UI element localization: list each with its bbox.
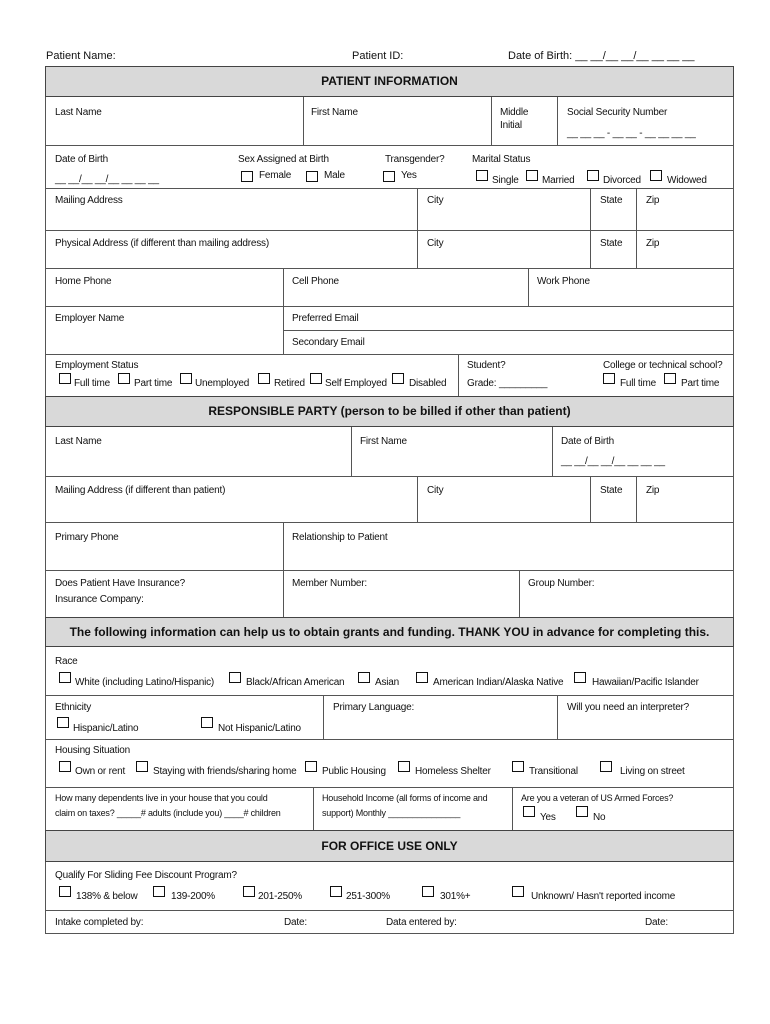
- first-name-label: First Name: [311, 107, 358, 118]
- race-hawaiian-checkbox[interactable]: [574, 672, 586, 683]
- dob-blank[interactable]: __ __/__ __/__ __ __ __: [55, 174, 159, 185]
- full-time-label: Full time: [74, 378, 110, 389]
- fee-unknown-checkbox[interactable]: [512, 886, 524, 897]
- race-white-checkbox[interactable]: [59, 672, 71, 683]
- veteran-label: Are you a veteran of US Armed Forces?: [521, 793, 674, 803]
- own-rent-label: Own or rent: [75, 766, 126, 777]
- ssn-label: Social Security Number: [567, 107, 668, 118]
- physical-city-label: City: [427, 238, 444, 249]
- not-hispanic-checkbox[interactable]: [201, 717, 213, 728]
- student-label: Student?: [467, 360, 506, 371]
- rp-mailing-label: Mailing Address (if different than patient): [55, 485, 226, 496]
- street-checkbox[interactable]: [600, 761, 612, 772]
- self-employed-checkbox[interactable]: [310, 373, 322, 384]
- primary-language-label: Primary Language:: [333, 702, 415, 713]
- group-number-label: Group Number:: [528, 578, 595, 589]
- fee-139-checkbox[interactable]: [153, 886, 165, 897]
- veteran-no-checkbox[interactable]: [576, 806, 588, 817]
- fee-251-label: 251-300%: [346, 891, 390, 902]
- qualify-label: Qualify For Sliding Fee Discount Program?: [55, 870, 237, 881]
- race-black-checkbox[interactable]: [229, 672, 241, 683]
- grade-field[interactable]: Grade: _________: [467, 378, 548, 389]
- married-label: Married: [542, 175, 575, 186]
- college-full-time-checkbox[interactable]: [603, 373, 615, 384]
- physical-zip-label: Zip: [646, 238, 660, 249]
- race-asian-checkbox[interactable]: [358, 672, 370, 683]
- transitional-checkbox[interactable]: [512, 761, 524, 772]
- entered-by-label: Data entered by:: [386, 917, 457, 928]
- zip-label: Zip: [646, 195, 660, 206]
- retired-label: Retired: [274, 378, 305, 389]
- single-label: Single: [492, 175, 519, 186]
- hispanic-label: Hispanic/Latino: [73, 723, 139, 734]
- intake-date-label: Date:: [284, 917, 307, 928]
- rp-city-label: City: [427, 485, 444, 496]
- widowed-label: Widowed: [667, 175, 707, 186]
- work-phone-label: Work Phone: [537, 276, 590, 287]
- middle-label: Middle: [500, 107, 529, 118]
- female-label: Female: [259, 170, 292, 181]
- rp-zip-label: Zip: [646, 485, 660, 496]
- interpreter-label: Will you need an interpreter?: [567, 702, 690, 713]
- dependents-label-2[interactable]: claim on taxes? _____# adults (include you) ____# children: [55, 808, 281, 818]
- marital-status-label: Marital Status: [472, 154, 531, 165]
- employment-status-label: Employment Status: [55, 360, 139, 371]
- dob-label: Date of Birth: [55, 154, 108, 165]
- homeless-checkbox[interactable]: [398, 761, 410, 772]
- fee-138-checkbox[interactable]: [59, 886, 71, 897]
- dob-header-label: Date of Birth: __ __/__ __/__ __ __ __: [508, 50, 695, 62]
- patient-information-header: PATIENT INFORMATION: [45, 66, 734, 97]
- divorced-checkbox[interactable]: [587, 170, 599, 181]
- race-black-label: Black/African American: [246, 677, 345, 688]
- insurance-question-label: Does Patient Have Insurance?: [55, 578, 186, 589]
- rp-primary-phone-label: Primary Phone: [55, 532, 119, 543]
- homeless-label: Homeless Shelter: [415, 766, 491, 777]
- rp-last-name-label: Last Name: [55, 436, 102, 447]
- rp-dob-label: Date of Birth: [561, 436, 614, 447]
- rp-relationship-label: Relationship to Patient: [292, 532, 388, 543]
- fee-139-label: 139-200%: [171, 891, 215, 902]
- entered-date-label: Date:: [645, 917, 668, 928]
- rp-dob-blank[interactable]: __ __/__ __/__ __ __ __: [561, 456, 665, 467]
- full-time-checkbox[interactable]: [59, 373, 71, 384]
- college-part-time-label: Part time: [681, 378, 720, 389]
- intake-label: Intake completed by:: [55, 917, 144, 928]
- self-employed-label: Self Employed: [325, 378, 387, 389]
- veteran-yes-label: Yes: [540, 812, 556, 823]
- ssn-blank[interactable]: __ __ __ - __ __ - __ __ __ __: [567, 128, 696, 139]
- fee-251-checkbox[interactable]: [330, 886, 342, 897]
- transgender-yes-checkbox[interactable]: [383, 171, 395, 182]
- transitional-label: Transitional: [529, 766, 578, 777]
- college-label: College or technical school?: [603, 360, 723, 371]
- patient-name-label: Patient Name:: [46, 50, 116, 62]
- race-white-label: White (including Latino/Hispanic): [75, 677, 215, 688]
- disabled-label: Disabled: [409, 378, 447, 389]
- transgender-yes-label: Yes: [401, 170, 417, 181]
- street-label: Living on street: [620, 766, 685, 777]
- race-amind-checkbox[interactable]: [416, 672, 428, 683]
- office-use-header: FOR OFFICE USE ONLY: [45, 830, 734, 862]
- patient-id-label: Patient ID:: [352, 50, 404, 62]
- staying-checkbox[interactable]: [136, 761, 148, 772]
- hispanic-checkbox[interactable]: [57, 717, 69, 728]
- veteran-yes-checkbox[interactable]: [523, 806, 535, 817]
- veteran-no-label: No: [593, 812, 606, 823]
- income-label-1: Household Income (all forms of income and: [322, 793, 488, 803]
- race-asian-label: Asian: [375, 677, 400, 688]
- own-rent-checkbox[interactable]: [59, 761, 71, 772]
- staying-label: Staying with friends/sharing home: [153, 766, 297, 777]
- male-label: Male: [324, 170, 345, 181]
- income-label-2[interactable]: support) Monthly _______________: [322, 808, 461, 818]
- retired-checkbox[interactable]: [258, 373, 270, 384]
- single-checkbox[interactable]: [476, 170, 488, 181]
- fee-201-checkbox[interactable]: [243, 886, 255, 897]
- employer-name-label: Employer Name: [55, 313, 125, 324]
- race-label: Race: [55, 656, 78, 667]
- widowed-checkbox[interactable]: [650, 170, 662, 181]
- sex-label: Sex Assigned at Birth: [238, 154, 329, 165]
- dependents-label-1: How many dependents live in your house that you could: [55, 793, 268, 803]
- part-time-label: Part time: [134, 378, 173, 389]
- physical-address-label: Physical Address (if different than mailing address): [55, 238, 269, 249]
- married-checkbox[interactable]: [526, 170, 538, 181]
- rp-state-label: State: [600, 485, 623, 496]
- fee-301-checkbox[interactable]: [422, 886, 434, 897]
- home-phone-label: Home Phone: [55, 276, 112, 287]
- fee-138-label: 138% & below: [76, 891, 138, 902]
- physical-state-label: State: [600, 238, 623, 249]
- public-housing-label: Public Housing: [322, 766, 386, 777]
- unemployed-checkbox[interactable]: [180, 373, 192, 384]
- last-name-label: Last Name: [55, 107, 102, 118]
- race-amind-label: American Indian/Alaska Native: [433, 677, 564, 688]
- male-checkbox[interactable]: [306, 171, 318, 182]
- female-checkbox[interactable]: [241, 171, 253, 182]
- fee-unknown-label: Unknown/ Hasn't reported income: [531, 891, 676, 902]
- initial-label: Initial: [500, 120, 522, 131]
- race-hawaiian-label: Hawaiian/Pacific Islander: [592, 677, 699, 688]
- transgender-label: Transgender?: [385, 154, 445, 165]
- cell-phone-label: Cell Phone: [292, 276, 339, 287]
- fee-201-label: 201-250%: [258, 891, 302, 902]
- housing-label: Housing Situation: [55, 745, 130, 756]
- state-label: State: [600, 195, 623, 206]
- public-housing-checkbox[interactable]: [305, 761, 317, 772]
- part-time-checkbox[interactable]: [118, 373, 130, 384]
- grants-header: The following information can help us to obtain grants and funding. THANK YOU in advance for completing this.: [45, 617, 734, 647]
- city-label: City: [427, 195, 444, 206]
- disabled-checkbox[interactable]: [392, 373, 404, 384]
- insurance-company-label: Insurance Company:: [55, 594, 144, 605]
- responsible-party-header: RESPONSIBLE PARTY (person to be billed if other than patient): [45, 396, 734, 427]
- college-part-time-checkbox[interactable]: [664, 373, 676, 384]
- fee-301-label: 301%+: [440, 891, 471, 902]
- divorced-label: Divorced: [603, 175, 641, 186]
- mailing-address-label: Mailing Address: [55, 195, 123, 206]
- member-number-label: Member Number:: [292, 578, 367, 589]
- secondary-email-label: Secondary Email: [292, 337, 365, 348]
- not-hispanic-label: Not Hispanic/Latino: [218, 723, 301, 734]
- ethnicity-label: Ethnicity: [55, 702, 91, 713]
- preferred-email-label: Preferred Email: [292, 313, 359, 324]
- unemployed-label: Unemployed: [195, 378, 250, 389]
- rp-first-name-label: First Name: [360, 436, 407, 447]
- college-full-time-label: Full time: [620, 378, 656, 389]
